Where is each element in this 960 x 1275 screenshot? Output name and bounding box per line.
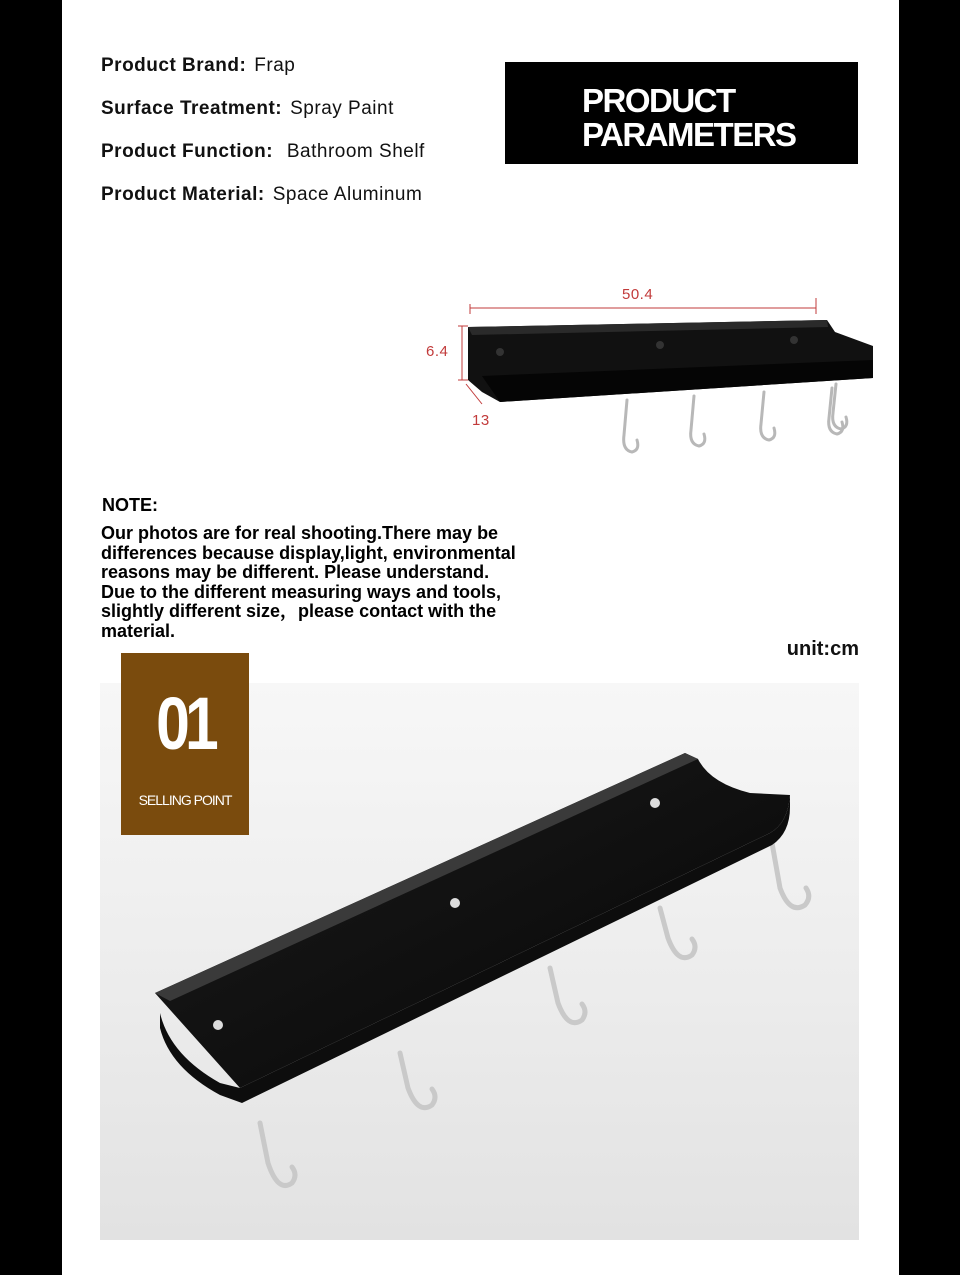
hooks xyxy=(624,384,847,452)
note-line: differences because display,light, environmental xyxy=(101,542,516,563)
photo-screw-hole-center xyxy=(450,898,460,908)
photo-shelf-body xyxy=(155,753,790,1088)
note-body xyxy=(101,524,581,641)
spec-function-key: Product Function: xyxy=(101,141,274,162)
screw-hole-center xyxy=(656,341,664,349)
dimension-height: 6.4 xyxy=(426,343,449,360)
note-title: NOTE: xyxy=(102,495,158,515)
product-parameters-title xyxy=(582,84,796,152)
spec-brand-value: Frap xyxy=(254,55,296,76)
photo-screw-hole-left xyxy=(213,1020,223,1030)
dimension-depth: 13 xyxy=(472,412,490,429)
spec-function-value: Bathroom Shelf xyxy=(281,141,425,162)
note-line: Due to the different measuring ways and tools, xyxy=(101,581,502,602)
spec-brand-key: Product Brand: xyxy=(101,55,247,76)
spec-function xyxy=(101,141,425,163)
params-title-line1: PRODUCT xyxy=(582,82,735,119)
spec-material xyxy=(101,184,422,206)
screw-hole-left xyxy=(496,348,504,356)
spec-material-key: Product Material: xyxy=(101,184,265,205)
params-title-line2: PARAMETERS xyxy=(582,116,796,153)
unit-label: unit:cm xyxy=(786,638,859,660)
photo-screw-hole-right xyxy=(650,798,660,808)
spec-surface-value: Spray Paint xyxy=(290,98,394,119)
screw-hole-right xyxy=(790,336,798,344)
selling-point-badge xyxy=(121,653,249,835)
note-line: material. xyxy=(101,620,176,641)
note-line: Our photos are for real shooting.There may be xyxy=(101,523,499,543)
badge-label: SELLING POINT xyxy=(138,792,232,808)
note-line: reasons may be different. Please understand. xyxy=(101,562,490,582)
spec-surface xyxy=(101,98,394,120)
dimension-width: 50.4 xyxy=(622,286,654,303)
spec-material-value: Space Aluminum xyxy=(272,184,423,205)
shelf-diagram-illustration xyxy=(452,280,882,470)
badge-number: 01 xyxy=(156,682,214,765)
product-detail-page xyxy=(62,0,899,1275)
spec-brand xyxy=(101,55,295,77)
note-line: slightly different size，please contact with the xyxy=(101,601,497,621)
dimension-diagram xyxy=(426,280,882,470)
product-parameters-banner xyxy=(505,62,858,164)
spec-surface-key: Surface Treatment: xyxy=(101,98,283,119)
